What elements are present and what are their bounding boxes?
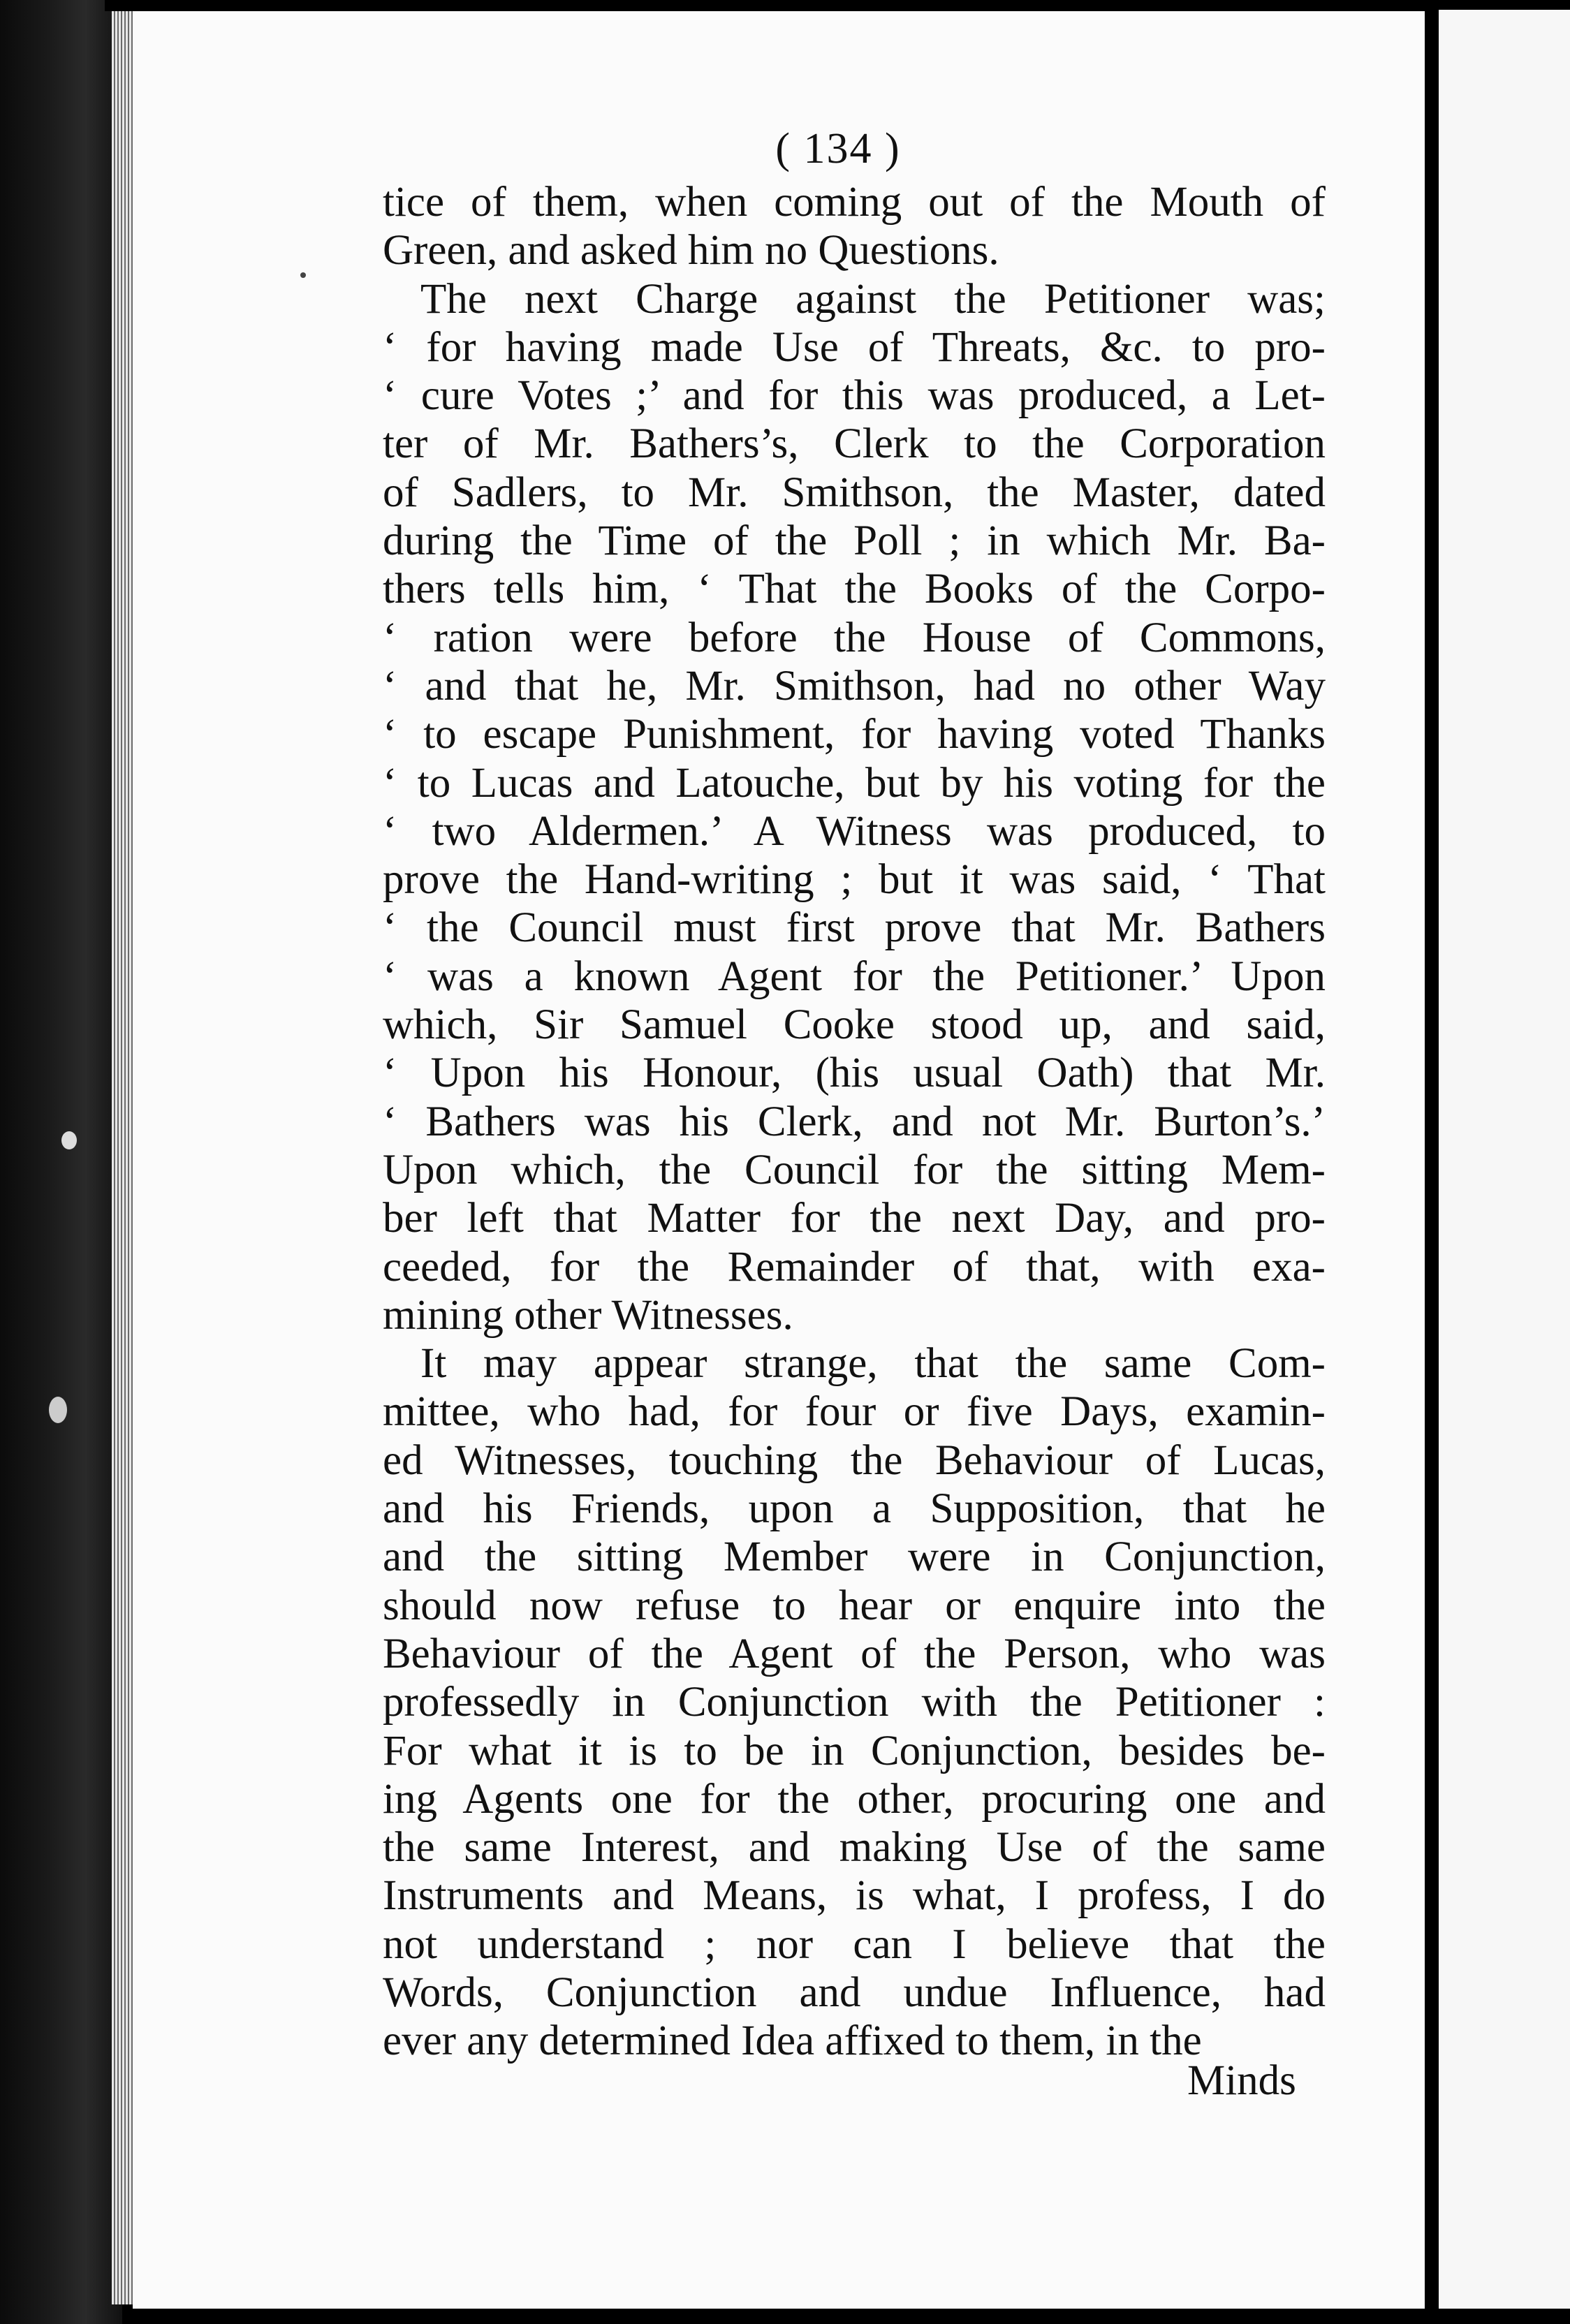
text-line: ‘ cure Votes ;’ and for this was produced, a Let-	[383, 372, 1326, 420]
text-line: professedly in Conjunction with the Petitioner :	[383, 1679, 1326, 1726]
text-line: during the Time of the Poll ; in which Mr. Ba-	[383, 517, 1326, 565]
text-line: ‘ Upon his Honour, (his usual Oath) that Mr.	[383, 1050, 1326, 1097]
text-line: ‘ for having made Use of Threats, &c. to pro-	[383, 323, 1326, 371]
text-line: ‘ two Aldermen.’ A Witness was produced, to	[383, 807, 1326, 855]
text-line: ever any determined Idea affixed to them, in the	[383, 2017, 1202, 2065]
text-line: Upon which, the Council for the sitting Mem-	[383, 1146, 1326, 1193]
text-line: mining other Witnesses.	[383, 1291, 793, 1339]
text-line: of Sadlers, to Mr. Smithson, the Master, dated	[383, 469, 1326, 516]
text-line: ‘ Bathers was his Clerk, and not Mr. Burton’s.’	[383, 1098, 1326, 1145]
text-line: ‘ the Council must first prove that Mr. Bathers	[383, 904, 1326, 952]
text-line: For what it is to be in Conjunction, besides be-	[383, 1727, 1326, 1774]
text-line: ‘ was a known Agent for the Petitioner.’ Upon	[383, 953, 1326, 1000]
facing-page	[1439, 10, 1570, 2309]
text-line: Words, Conjunction and undue Influence, had	[383, 1969, 1326, 2016]
text-line: ‘ ration were before the House of Commons,	[383, 614, 1326, 661]
text-line: and the sitting Member were in Conjunction,	[383, 1534, 1326, 1581]
text-line: Green, and asked him no Questions.	[383, 227, 999, 274]
text-line: ed Witnesses, touching the Behaviour of Lucas,	[383, 1436, 1326, 1484]
page-gutter	[1425, 0, 1439, 2324]
text-line: It may appear strange, that the same Com-	[420, 1340, 1326, 1388]
text-line: which, Sir Samuel Cooke stood up, and said,	[383, 1001, 1326, 1049]
text-line: ber left that Matter for the next Day, and pro-	[383, 1195, 1326, 1242]
text-line: thers tells him, ‘ That the Books of the Corpo-	[383, 566, 1326, 613]
text-line: ing Agents one for the other, procuring one and	[383, 1775, 1326, 1823]
text-line: tice of them, when coming out of the Mouth of	[383, 179, 1326, 226]
text-line: not understand ; nor can I believe that the	[383, 1920, 1326, 1968]
text-line: and his Friends, upon a Supposition, that he	[383, 1485, 1326, 1533]
body-text	[383, 178, 1326, 2066]
speck	[49, 1397, 67, 1423]
text-line: Behaviour of the Agent of the Person, who was	[383, 1630, 1326, 1677]
text-line: ceeded, for the Remainder of that, with exa-	[383, 1243, 1326, 1290]
speck	[300, 272, 306, 278]
text-line: ter of Mr. Bathers’s, Clerk to the Corporation	[383, 420, 1326, 468]
speck	[61, 1131, 77, 1149]
text-line: ‘ to escape Punishment, for having voted Thanks	[383, 711, 1326, 758]
text-line: should now refuse to hear or enquire into the	[383, 1582, 1326, 1629]
page-number: ( 134 )	[775, 125, 901, 172]
text-line: mittee, who had, for four or five Days, examin-	[383, 1388, 1326, 1436]
text-line: The next Charge against the Petitioner was;	[420, 275, 1326, 323]
text-line: ‘ and that he, Mr. Smithson, had no other Way	[383, 662, 1326, 709]
catchword: Minds	[1187, 2057, 1296, 2104]
text-line: the same Interest, and making Use of the same	[383, 1824, 1326, 1871]
text-line: Instruments and Means, is what, I profess, I do	[383, 1872, 1326, 1920]
text-line: ‘ to Lucas and Latouche, but by his voting for the	[383, 759, 1326, 807]
top-edge	[105, 0, 1432, 11]
book-binding	[0, 0, 122, 2324]
text-line: prove the Hand-writing ; but it was said, ‘ That	[383, 856, 1326, 904]
